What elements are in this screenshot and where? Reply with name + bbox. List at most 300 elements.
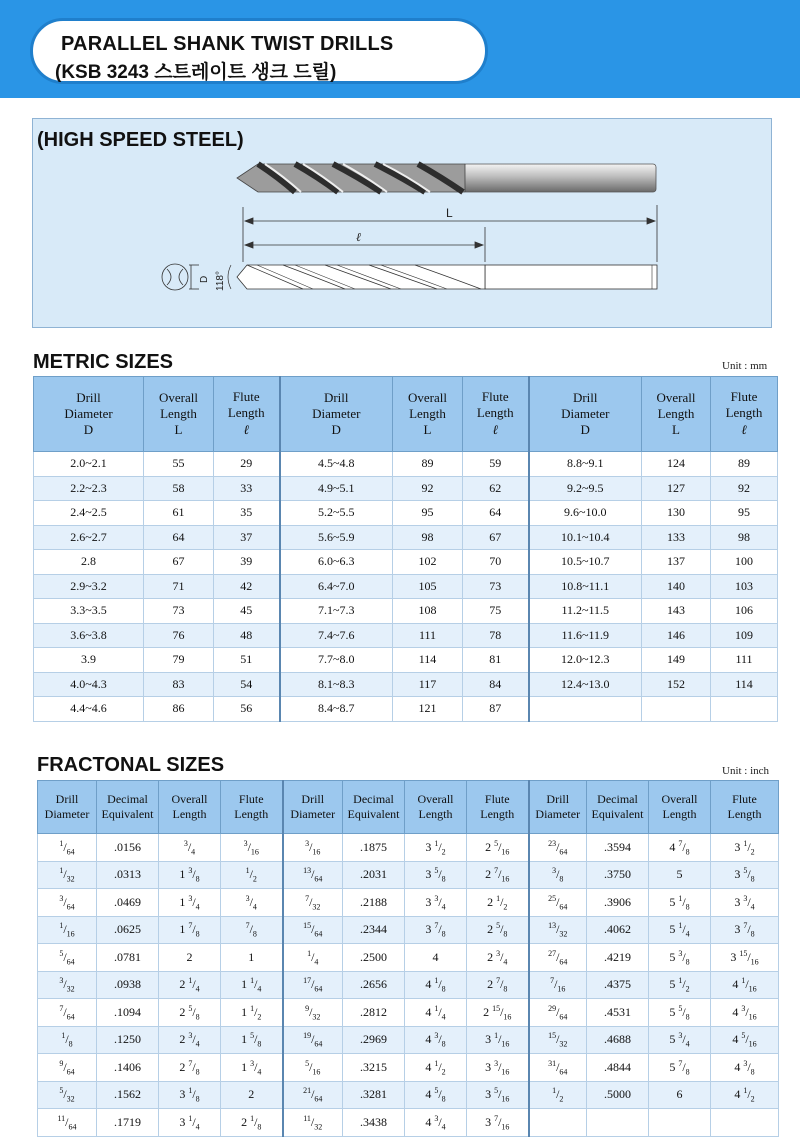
fraction-denominator: 64	[314, 984, 323, 994]
fraction-value: 1 $^5/_8$	[241, 1031, 262, 1049]
fraction-whole: 3	[425, 839, 432, 854]
frac-col-overall: Overall Length	[649, 781, 711, 834]
fraction-numerator: 13	[548, 921, 557, 931]
fraction-numerator: 3	[183, 838, 188, 848]
fraction-numerator: 1	[434, 1003, 439, 1013]
table-cell	[711, 971, 779, 999]
fraction-numerator: 1	[188, 976, 193, 986]
fraction-numerator: 3	[678, 948, 683, 958]
fraction-whole: 3	[179, 1087, 186, 1102]
fraction-numerator: 7	[496, 976, 501, 986]
fraction-value: $^5/_{16}$	[305, 1058, 321, 1076]
fraction-denominator: 8	[195, 1066, 200, 1076]
fraction-denominator: 4	[252, 901, 257, 911]
fraction-numerator: 3	[743, 893, 748, 903]
fraction-denominator: 32	[314, 1121, 323, 1131]
fraction-whole: 1	[241, 1032, 248, 1047]
table-cell: 124	[642, 452, 711, 477]
table-cell: 4.5~4.8	[280, 452, 393, 477]
table-cell	[642, 697, 711, 722]
table-cell	[283, 889, 343, 917]
fraction-denominator: 32	[559, 929, 568, 939]
table-row	[34, 550, 778, 575]
fraction-denominator: 8	[441, 1039, 446, 1049]
table-cell: 81	[463, 648, 529, 673]
table-cell: 89	[711, 452, 778, 477]
fraction-value: 4 $^3/_4$	[425, 1113, 446, 1131]
page-title: PARALLEL SHANK TWIST DRILLS	[61, 33, 394, 55]
fraction-value: $^{27}/_{64}$	[548, 948, 568, 966]
frac-col-decimal: Decimal Equivalent	[97, 781, 159, 834]
table-cell: 3.9	[34, 648, 144, 673]
fraction-value: 3 $^1/_8$	[179, 1086, 200, 1104]
table-cell: 2.4~2.5	[34, 501, 144, 526]
fraction-denominator: 8	[685, 1011, 690, 1021]
table-cell	[283, 916, 343, 944]
fraction-value: 4 $^3/_8$	[734, 1058, 755, 1076]
metric-col-diameter: Drill Diameter D	[280, 377, 393, 452]
table-cell: 7.7~8.0	[280, 648, 393, 673]
fraction-denominator: 4	[314, 956, 319, 966]
table-cell	[529, 1081, 587, 1109]
table-cell: 11.6~11.9	[529, 623, 642, 648]
fraction-value: 3 $^5/_{16}$	[485, 1086, 510, 1104]
table-cell	[159, 889, 221, 917]
fraction-value: 2 $^3/_4$	[487, 948, 508, 966]
table-cell: 92	[711, 476, 778, 501]
fraction-denominator: 64	[559, 956, 568, 966]
fraction-denominator: 16	[501, 1121, 510, 1131]
table-cell: .4531	[587, 999, 649, 1027]
table-cell: 86	[144, 697, 214, 722]
fraction-denominator: 4	[195, 901, 200, 911]
fraction-value: 3 $^5/_8$	[425, 866, 446, 884]
fraction-whole: 2	[179, 1059, 186, 1074]
table-cell: 1	[221, 944, 283, 972]
fraction-whole: 4	[734, 1087, 741, 1102]
metric-col-flute: Flute Length ℓ	[214, 377, 280, 452]
fraction-value: $^{31}/_{64}$	[548, 1058, 568, 1076]
fraction-whole: 3	[425, 867, 432, 882]
table-cell	[467, 1054, 529, 1082]
drill-diagram-panel	[32, 118, 772, 328]
table-cell	[711, 1081, 779, 1109]
table-cell: .2031	[343, 861, 405, 889]
table-cell: 114	[711, 672, 778, 697]
fraction-denominator: 2	[257, 1011, 262, 1021]
fraction-numerator: 1	[59, 838, 64, 848]
table-cell	[38, 944, 97, 972]
fraction-numerator: 7	[550, 976, 555, 986]
table-cell: .0625	[97, 916, 159, 944]
fraction-numerator: 1	[496, 893, 501, 903]
table-cell	[159, 916, 221, 944]
drill-line-drawing	[237, 265, 657, 289]
fraction-denominator: 16	[748, 1039, 757, 1049]
table-cell: 75	[463, 599, 529, 624]
fraction-denominator: 8	[252, 929, 257, 939]
table-cell: 70	[463, 550, 529, 575]
table-cell	[38, 834, 97, 862]
fraction-numerator: 5	[741, 1031, 746, 1041]
table-cell	[38, 889, 97, 917]
table-row	[38, 944, 779, 972]
fraction-numerator: 1	[188, 1086, 193, 1096]
table-cell: 61	[144, 501, 214, 526]
fractional-sizes-table	[37, 780, 779, 1137]
table-cell	[38, 861, 97, 889]
table-cell	[529, 944, 587, 972]
fraction-denominator: 4	[195, 1121, 200, 1131]
table-cell	[529, 999, 587, 1027]
fraction-denominator: 64	[66, 1066, 75, 1076]
fraction-value: 4 $^3/_8$	[425, 1031, 446, 1049]
fraction-denominator: 64	[66, 1011, 75, 1021]
fraction-numerator: 3	[678, 1031, 683, 1041]
table-row	[34, 574, 778, 599]
fraction-value: $^7/_{32}$	[305, 893, 321, 911]
table-cell	[221, 1026, 283, 1054]
table-cell: 64	[144, 525, 214, 550]
table-cell	[405, 1081, 467, 1109]
fraction-numerator: 3	[741, 1003, 746, 1013]
fraction-numerator: 3	[59, 976, 64, 986]
table-cell	[159, 861, 221, 889]
fraction-numerator: 1	[741, 976, 746, 986]
table-cell: 4.9~5.1	[280, 476, 393, 501]
frac-col-flute: Flute Length	[711, 781, 779, 834]
table-cell	[38, 1109, 97, 1137]
fraction-value: 2 $^5/_8$	[487, 921, 508, 939]
table-cell	[283, 1109, 343, 1137]
fraction-numerator: 7	[245, 921, 250, 931]
table-cell: 95	[393, 501, 463, 526]
fraction-value: 3 $^7/_8$	[425, 921, 446, 939]
fraction-value: 4 $^1/_2$	[734, 1086, 755, 1104]
table-cell	[529, 1109, 587, 1137]
table-cell: .5000	[587, 1081, 649, 1109]
fraction-whole: 2	[485, 839, 492, 854]
fraction-denominator: 16	[748, 984, 757, 994]
fraction-denominator: 8	[441, 984, 446, 994]
table-cell: 127	[642, 476, 711, 501]
table-cell	[405, 971, 467, 999]
table-cell	[467, 834, 529, 862]
table-cell: 117	[393, 672, 463, 697]
fraction-denominator: 8	[195, 1011, 200, 1021]
table-cell: 114	[393, 648, 463, 673]
table-cell	[529, 697, 642, 722]
table-cell: 59	[463, 452, 529, 477]
fraction-numerator: 5	[743, 866, 748, 876]
metric-sizes-table	[33, 376, 778, 722]
fraction-value: $^3/_{32}$	[59, 976, 75, 994]
fraction-denominator: 8	[750, 1066, 755, 1076]
fraction-whole: 4	[425, 977, 432, 992]
fraction-value: $^7/_{64}$	[59, 1003, 75, 1021]
metric-col-overall: Overall Length L	[144, 377, 214, 452]
fraction-value: 4 $^1/_4$	[425, 1003, 446, 1021]
table-cell	[467, 999, 529, 1027]
drill-photo	[237, 164, 656, 192]
fraction-value: 5 $^5/_8$	[669, 1003, 690, 1021]
table-cell	[529, 834, 587, 862]
fraction-denominator: 2	[559, 1094, 564, 1104]
fraction-numerator: 13	[303, 866, 312, 876]
fractional-unit: Unit : inch	[722, 765, 770, 777]
fraction-value: 4 $^5/_{16}$	[732, 1031, 757, 1049]
fraction-value: 4 $^3/_{16}$	[732, 1003, 757, 1021]
fraction-denominator: 8	[195, 1094, 200, 1104]
fraction-denominator: 4	[503, 956, 508, 966]
table-cell: 102	[393, 550, 463, 575]
table-cell: 152	[642, 672, 711, 697]
table-cell: 62	[463, 476, 529, 501]
table-cell	[529, 889, 587, 917]
fraction-whole: 3	[485, 1059, 492, 1074]
table-row	[38, 861, 779, 889]
fraction-value: 2 $^5/_8$	[179, 1003, 200, 1021]
fraction-denominator: 32	[66, 1094, 75, 1104]
fraction-value: 1 $^3/_8$	[179, 866, 200, 884]
fraction-numerator: 3	[305, 838, 310, 848]
table-cell: 111	[711, 648, 778, 673]
fraction-value: $^{11}/_{32}$	[303, 1113, 323, 1131]
table-cell	[38, 1026, 97, 1054]
fraction-value: 3 $^7/_{16}$	[485, 1113, 510, 1131]
fraction-denominator: 32	[66, 984, 75, 994]
table-cell	[221, 971, 283, 999]
frac-col-flute: Flute Length	[221, 781, 283, 834]
fraction-whole: 1	[179, 894, 186, 909]
table-cell: 78	[463, 623, 529, 648]
table-cell: 84	[463, 672, 529, 697]
table-cell: 149	[642, 648, 711, 673]
fraction-numerator: 27	[548, 948, 557, 958]
fraction-value: 5 $^1/_8$	[669, 893, 690, 911]
fraction-value: 5 $^3/_8$	[669, 948, 690, 966]
fraction-numerator: 3	[188, 893, 193, 903]
table-row	[34, 648, 778, 673]
fraction-denominator: 16	[501, 874, 510, 884]
fraction-value: $^{19}/_{64}$	[303, 1031, 323, 1049]
fraction-numerator: 1	[188, 1113, 193, 1123]
frac-col-decimal: Decimal Equivalent	[587, 781, 649, 834]
frac-col-overall: Overall Length	[405, 781, 467, 834]
table-cell	[283, 999, 343, 1027]
table-cell: 3.3~3.5	[34, 599, 144, 624]
fraction-denominator: 4	[441, 1121, 446, 1131]
fraction-value: 2 $^3/_4$	[179, 1031, 200, 1049]
table-row	[34, 599, 778, 624]
table-cell: 6.4~7.0	[280, 574, 393, 599]
table-cell: .3594	[587, 834, 649, 862]
table-cell: 10.5~10.7	[529, 550, 642, 575]
table-cell	[467, 916, 529, 944]
table-cell: 3.6~3.8	[34, 623, 144, 648]
fraction-whole: 5	[669, 1032, 676, 1047]
table-cell: 6.0~6.3	[280, 550, 393, 575]
table-cell: 2.0~2.1	[34, 452, 144, 477]
fraction-whole: 3	[425, 922, 432, 937]
table-cell	[405, 861, 467, 889]
fraction-whole: 5	[669, 977, 676, 992]
fraction-value: $^5/_{32}$	[59, 1086, 75, 1104]
fraction-denominator: 8	[685, 901, 690, 911]
table-cell: 6	[649, 1081, 711, 1109]
table-cell: .1094	[97, 999, 159, 1027]
fraction-value: 4 $^1/_8$	[425, 976, 446, 994]
table-cell: 9.2~9.5	[529, 476, 642, 501]
table-cell	[221, 999, 283, 1027]
fraction-numerator: 29	[548, 1003, 557, 1013]
table-row	[38, 834, 779, 862]
table-cell: 109	[711, 623, 778, 648]
table-cell	[649, 1054, 711, 1082]
table-cell: 51	[214, 648, 280, 673]
table-cell: 87	[463, 697, 529, 722]
table-cell: 12.0~12.3	[529, 648, 642, 673]
fraction-whole: 2	[487, 977, 494, 992]
fraction-whole: 4	[425, 1004, 432, 1019]
fraction-whole: 5	[669, 1004, 676, 1019]
table-cell: 2	[159, 944, 221, 972]
fraction-whole: 1	[179, 867, 186, 882]
fraction-numerator: 1	[250, 1113, 255, 1123]
table-cell: .3750	[587, 861, 649, 889]
table-cell	[711, 889, 779, 917]
table-cell: .2188	[343, 889, 405, 917]
table-cell	[159, 999, 221, 1027]
fraction-value: 3 $^1/_4$	[179, 1113, 200, 1131]
fraction-denominator: 8	[503, 984, 508, 994]
table-cell: 35	[214, 501, 280, 526]
fraction-numerator: 17	[303, 976, 312, 986]
fraction-numerator: 7	[678, 1058, 683, 1068]
fraction-denominator: 32	[312, 901, 321, 911]
table-cell	[649, 889, 711, 917]
table-cell	[283, 1081, 343, 1109]
fraction-numerator: 5	[305, 1058, 310, 1068]
fraction-numerator: 11	[57, 1113, 66, 1123]
fraction-denominator: 8	[559, 874, 564, 884]
fraction-numerator: 23	[548, 838, 557, 848]
table-cell: .2812	[343, 999, 405, 1027]
fraction-whole: 4	[425, 1087, 432, 1102]
fraction-value: 3 $^1/_2$	[734, 838, 755, 856]
fraction-whole: 2	[487, 922, 494, 937]
fraction-value: $^5/_{64}$	[59, 948, 75, 966]
fraction-denominator: 16	[501, 846, 510, 856]
table-cell: 10.8~11.1	[529, 574, 642, 599]
table-row	[34, 501, 778, 526]
fraction-numerator: 5	[250, 1031, 255, 1041]
table-row	[38, 1026, 779, 1054]
fraction-denominator: 2	[441, 1066, 446, 1076]
table-cell	[467, 944, 529, 972]
metric-col-diameter: Drill Diameter D	[529, 377, 642, 452]
table-cell: 103	[711, 574, 778, 599]
table-cell: 2.8	[34, 550, 144, 575]
table-row	[38, 999, 779, 1027]
table-cell	[283, 944, 343, 972]
fraction-whole: 5	[669, 949, 676, 964]
table-cell: .2500	[343, 944, 405, 972]
table-cell: 79	[144, 648, 214, 673]
table-cell: 8.1~8.3	[280, 672, 393, 697]
label-diameter: D	[199, 275, 210, 283]
table-cell	[467, 889, 529, 917]
fraction-value: $^{15}/_{64}$	[303, 921, 323, 939]
fraction-numerator: 3	[243, 838, 248, 848]
fraction-whole: 3	[734, 867, 741, 882]
table-cell: 100	[711, 550, 778, 575]
table-cell: .0938	[97, 971, 159, 999]
table-cell: 2.2~2.3	[34, 476, 144, 501]
fraction-denominator: 64	[559, 846, 568, 856]
table-row	[34, 697, 778, 722]
table-cell: .3281	[343, 1081, 405, 1109]
fraction-value: 5 $^7/_8$	[669, 1058, 690, 1076]
fraction-denominator: 8	[195, 929, 200, 939]
fraction-whole: 1	[179, 922, 186, 937]
fraction-denominator: 8	[685, 1066, 690, 1076]
fraction-denominator: 16	[501, 1066, 510, 1076]
frac-col-decimal: Decimal Equivalent	[343, 781, 405, 834]
fraction-denominator: 16	[501, 1094, 510, 1104]
fraction-numerator: 3	[245, 893, 250, 903]
table-cell	[221, 1109, 283, 1137]
fraction-numerator: 3	[188, 866, 193, 876]
fraction-value: $^1/_{64}$	[59, 838, 75, 856]
fraction-numerator: 5	[494, 838, 499, 848]
table-cell: 5.6~5.9	[280, 525, 393, 550]
table-cell	[529, 1026, 587, 1054]
fraction-value: $^1/_2$	[245, 866, 257, 884]
fraction-denominator: 8	[750, 929, 755, 939]
table-cell	[283, 971, 343, 999]
fraction-denominator: 16	[750, 956, 759, 966]
fraction-whole: 4	[732, 1032, 739, 1047]
fraction-numerator: 5	[494, 1086, 499, 1096]
fraction-value: $^{21}/_{64}$	[303, 1086, 323, 1104]
fraction-numerator: 1	[678, 921, 683, 931]
table-cell	[467, 1026, 529, 1054]
table-cell: 12.4~13.0	[529, 672, 642, 697]
fraction-value: $^9/_{32}$	[305, 1003, 321, 1021]
fraction-denominator: 64	[559, 1011, 568, 1021]
table-cell	[711, 861, 779, 889]
fraction-whole: 5	[669, 894, 676, 909]
fraction-numerator: 15	[739, 948, 748, 958]
fraction-numerator: 21	[303, 1086, 312, 1096]
table-row	[34, 672, 778, 697]
fraction-whole: 1	[241, 1059, 248, 1074]
table-cell: .0469	[97, 889, 159, 917]
table-cell: 2	[221, 1081, 283, 1109]
fraction-value: 2 $^1/_8$	[241, 1113, 262, 1131]
table-cell: 10.1~10.4	[529, 525, 642, 550]
table-cell: 29	[214, 452, 280, 477]
table-cell: .0313	[97, 861, 159, 889]
fraction-whole: 4	[425, 1032, 432, 1047]
table-cell	[529, 1054, 587, 1082]
table-cell: .2969	[343, 1026, 405, 1054]
fraction-denominator: 8	[257, 1121, 262, 1131]
table-cell	[711, 834, 779, 862]
fraction-value: 3 $^7/_8$	[734, 921, 755, 939]
fraction-value: $^3/_{16}$	[305, 838, 321, 856]
